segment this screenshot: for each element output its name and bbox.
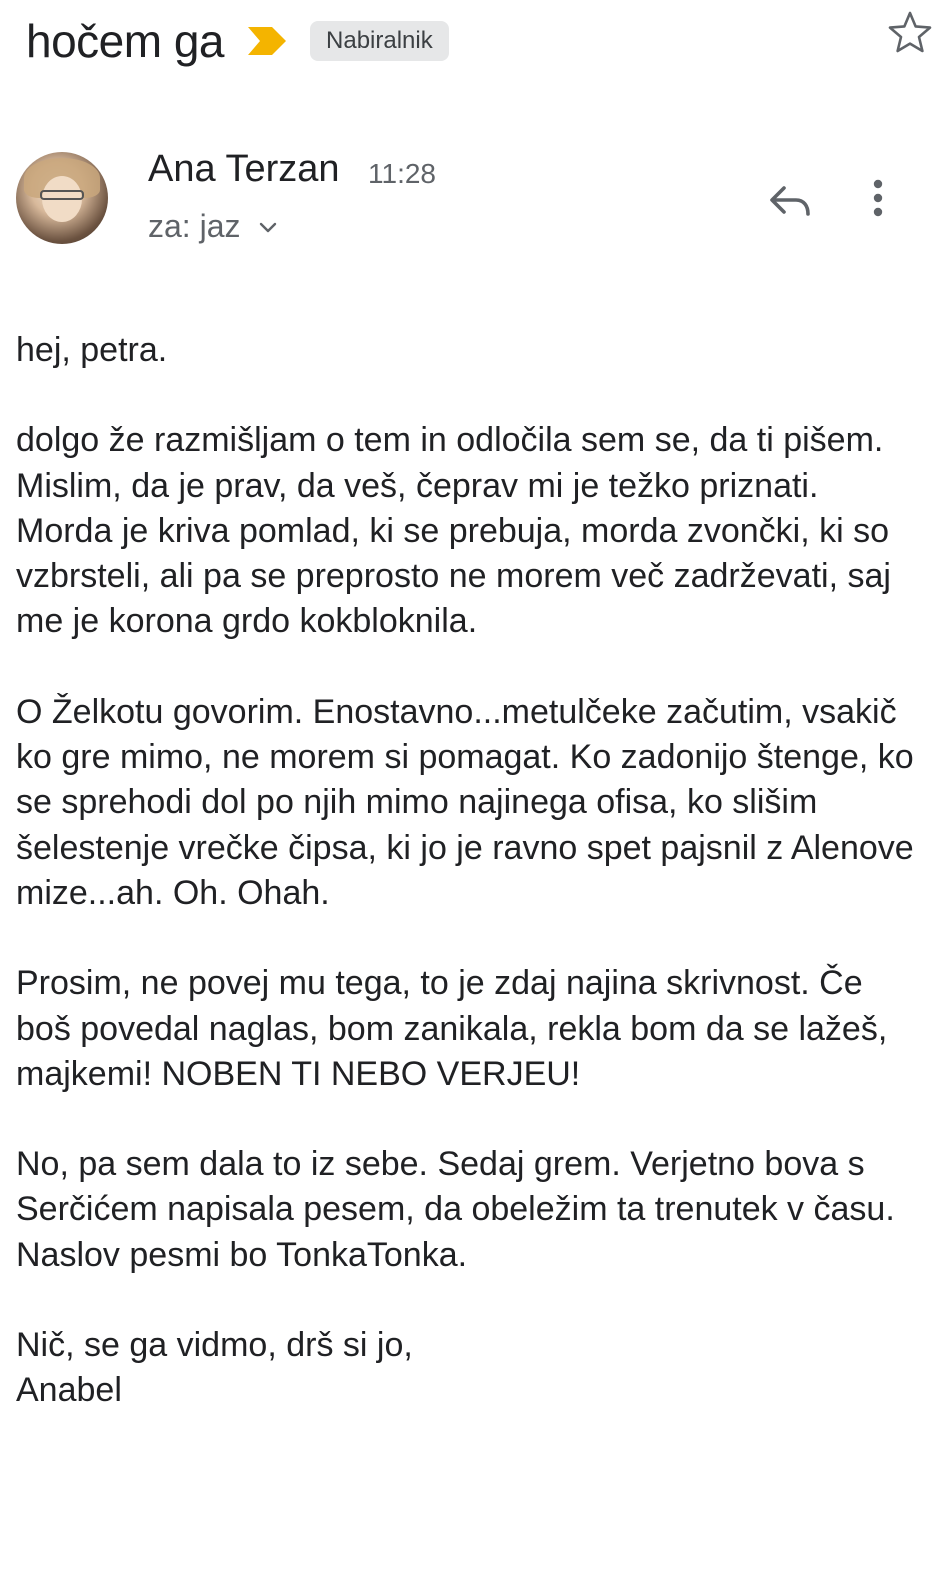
message-closing: Nič, se ga vidmo, drš si jo,: [16, 1326, 413, 1365]
message-paragraph: No, pa sem dala to iz sebe. Sedaj grem. Verjetno bova s Serčićem napisala pesem, da obeležim ta trenutek v času. Naslov pesmi bo TonkaTonka.: [16, 1145, 895, 1274]
message-greeting: hej, petra.: [16, 331, 168, 369]
reply-icon[interactable]: [766, 176, 814, 224]
subject-row: [26, 8, 910, 74]
sender-name[interactable]: Ana Terzan: [148, 148, 340, 190]
avatar[interactable]: [16, 152, 108, 244]
recipient-label: za: jaz: [148, 208, 241, 244]
more-vert-icon[interactable]: [854, 174, 902, 222]
sender-row: [16, 148, 910, 248]
message-paragraph: dolgo že razmišljam o tem in odločila sem se, da ti pišem. Mislim, da je prav, da veš, čeprav mi je težko priznati. Morda je kriva pomlad, ki se prebuja, morda zvončki, ki so vzbrsteli, ali pa se preprosto ne morem več zadrževati, saj me je korona grdo kokbloknila.: [16, 421, 891, 641]
email-subject: hočem ga: [26, 15, 225, 67]
message-paragraph: Prosim, ne povej mu tega, to je zdaj najina skrivnost. Če boš povedal naglas, bom zanikala, rekla bom da se lažeš, majkemi! NOBEN TI NEBO VERJEU!: [16, 964, 888, 1093]
star-icon[interactable]: [886, 8, 934, 56]
recipient-toggle[interactable]: [148, 208, 280, 245]
chevron-down-icon: [256, 215, 280, 239]
inbox-label-chip[interactable]: Nabiralnik: [310, 21, 449, 61]
message-paragraph: O Želkotu govorim. Enostavno...metulčeke začutim, vsakič ko gre mimo, ne morem si pomagat. Ko zadonijo štenge, ko se sprehodi dol po njih mimo najinega ofisa, ko slišim šelestenje vrečke čipsa, ki jo je ravno spet pajsnil z Alenove mize...ah. Oh. Ohah.: [16, 692, 914, 912]
message-body: [16, 328, 916, 1414]
sent-time: 11:28: [368, 158, 436, 189]
message-signature: Anabel: [16, 1371, 122, 1410]
importance-marker-icon[interactable]: [246, 23, 288, 59]
